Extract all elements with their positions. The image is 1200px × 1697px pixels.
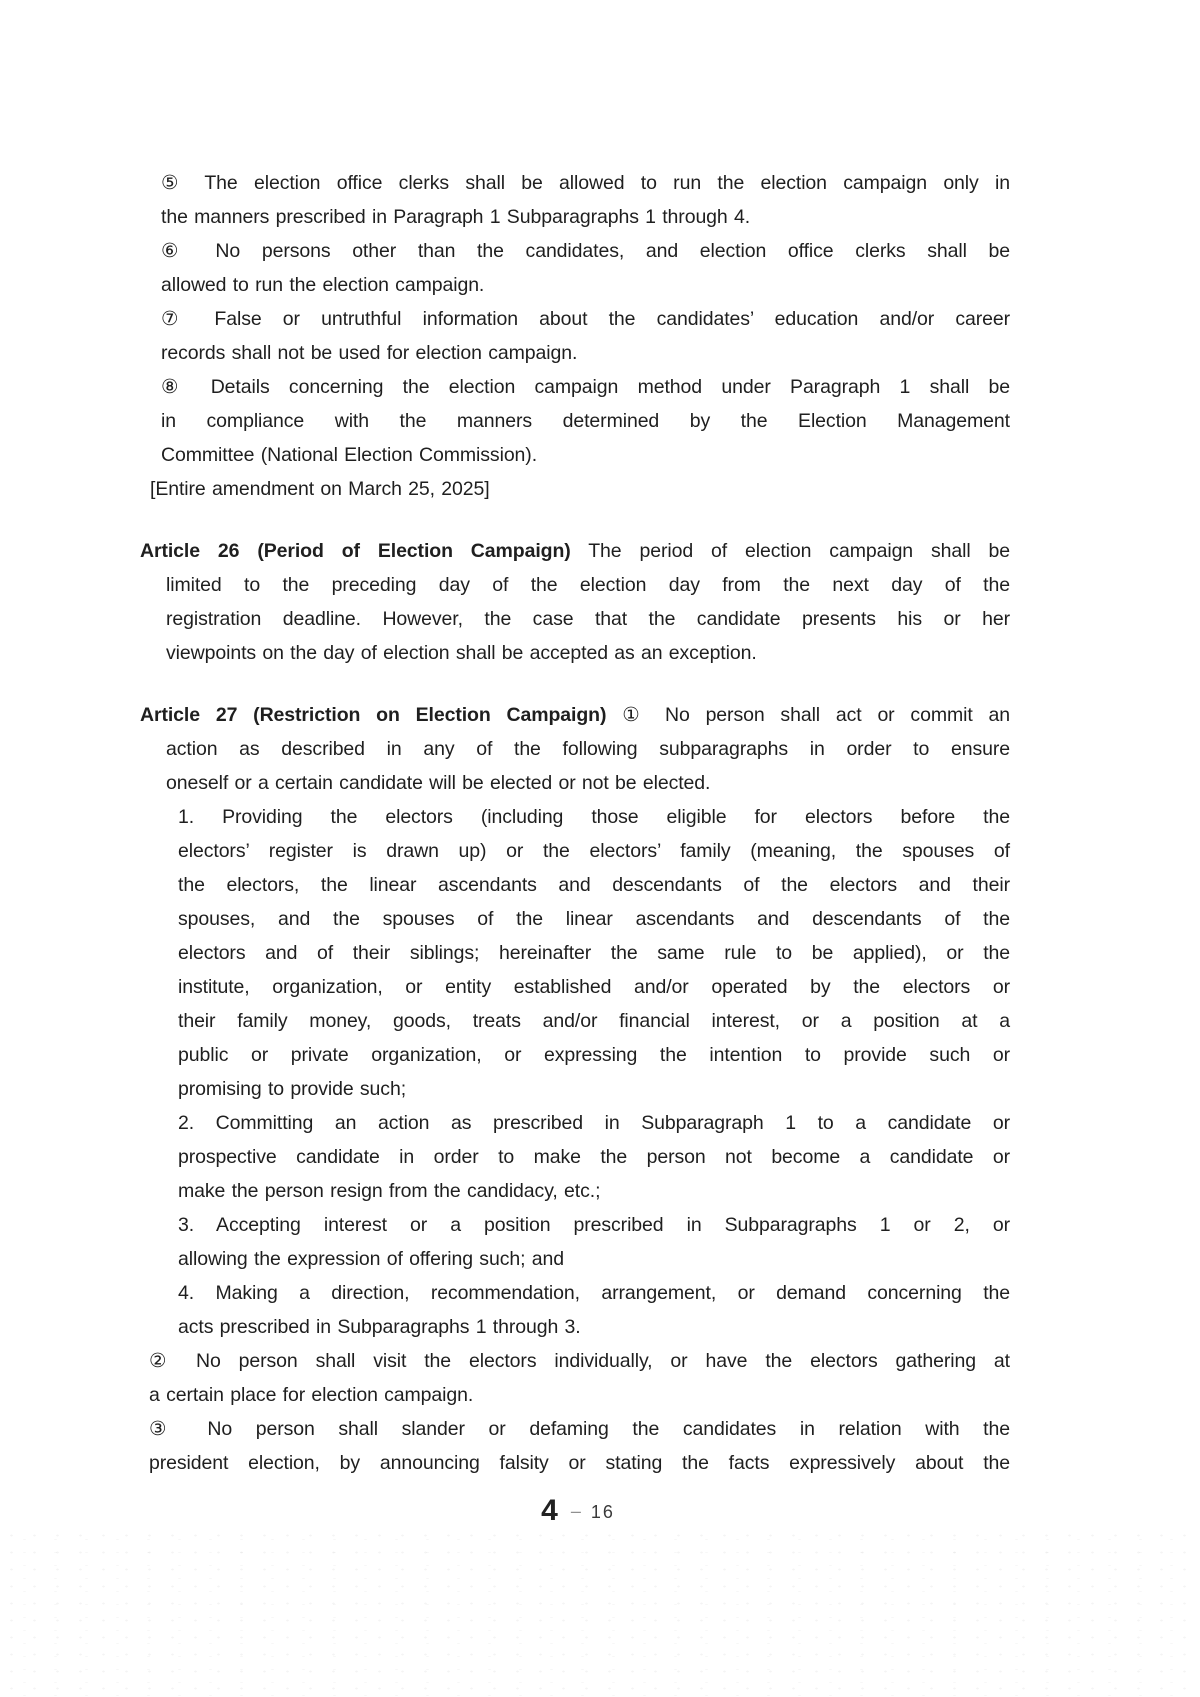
text-line: viewpoints on the day of election shall be accepted as an exception. [166,642,757,664]
subparagraph-4 [178,1276,1010,1344]
text-line: ⑥ No persons other than the candidates, and election office clerks shall be [161,240,1010,262]
text-line: 2. Committing an action as prescribed in Subparagraph 1 to a candidate or [178,1112,1010,1134]
text-line: make the person resign from the candidacy, etc.; [178,1180,601,1202]
page-footer [0,1494,1178,1528]
text-line: spouses, and the spouses of the linear ascendants and descendants of the [178,908,1010,930]
text-line: a certain place for election campaign. [149,1384,474,1406]
article-26 [140,534,1010,670]
paragraph-spacer [140,670,1010,698]
article-27-heading-rest: ① No person shall act or commit an [606,704,1010,726]
text-line: records shall not be used for election campaign. [161,342,578,364]
subparagraph-3 [178,1208,1010,1276]
text-line: oneself or a certain candidate will be elected or not be elected. [166,772,711,794]
text-line: the manners prescribed in Paragraph 1 Subparagraphs 1 through 4. [161,206,751,228]
article-27 [140,698,1010,800]
text-line [140,698,1010,732]
text-line: electors’ register is drawn up) or the electors’ family (meaning, the spouses of [178,840,1010,862]
text-line: the electors, the linear ascendants and descendants of the electors and their [178,874,1010,896]
text-line: president election, by announcing falsity or stating the facts expressively about the [149,1452,1010,1474]
text-line: ⑤ The election office clerks shall be allowed to run the election campaign only in [161,172,1010,194]
text-line: electors and of their siblings; hereinafter the same rule to be applied), or the [178,942,1010,964]
page-number-separator: – [570,1501,581,1521]
text-line: allowed to run the election campaign. [161,274,485,296]
paragraph-6 [161,234,1010,302]
amendment-note [150,472,1010,506]
text-line: ⑧ Details concerning the election campaign method under Paragraph 1 shall be [161,376,1010,398]
text-line [140,534,1010,568]
text-line: ② No person shall visit the electors individually, or have the electors gathering at [149,1350,1010,1372]
text-line: allowing the expression of offering such; and [178,1248,564,1270]
text-line: in compliance with the manners determined by the Election Management [161,410,1010,432]
subparagraph-1 [178,800,1010,1106]
paragraph-5 [161,166,1010,234]
text-line: 3. Accepting interest or a position prescribed in Subparagraphs 1 or 2, or [178,1214,1010,1236]
text-line: public or private organization, or expressing the intention to provide such or [178,1044,1010,1066]
text-line: [Entire amendment on March 25, 2025] [150,478,490,500]
page-number-current: 4 [541,1494,559,1527]
text-line: institute, organization, or entity established and/or operated by the electors or [178,976,1010,998]
text-line: action as described in any of the following subparagraphs in order to ensure [166,738,1010,760]
text-line: 1. Providing the electors (including those eligible for electors before the [178,806,1010,828]
article-27-heading: Article 27 (Restriction on Election Campaign) [140,704,607,726]
text-line: Committee (National Election Commission). [161,444,538,466]
text-line: 4. Making a direction, recommendation, arrangement, or demand concerning the [178,1282,1010,1304]
text-line: ③ No person shall slander or defaming the candidates in relation with the [149,1418,1010,1440]
text-line: prospective candidate in order to make the person not become a candidate or [178,1146,1010,1168]
paragraph-spacer [140,506,1010,534]
paragraph-3 [149,1412,1010,1480]
text-line: limited to the preceding day of the election day from the next day of the [166,574,1010,596]
text-line: their family money, goods, treats and/or financial interest, or a position at a [178,1010,1010,1032]
paragraph-8 [161,370,1010,472]
text-line: promising to provide such; [178,1078,407,1100]
page-number-total: 16 [590,1502,615,1522]
text-line: ⑦ False or untruthful information about the candidates’ education and/or career [161,308,1010,330]
article-26-heading-rest: The period of election campaign shall be [570,540,1010,562]
subparagraph-2 [178,1106,1010,1208]
document-body [140,166,1010,1480]
text-line: registration deadline. However, the case that the candidate presents his or her [166,608,1010,630]
scan-noise-artifact [0,1527,1200,1697]
paragraph-7 [161,302,1010,370]
paragraph-2 [149,1344,1010,1412]
article-26-heading: Article 26 (Period of Election Campaign) [140,540,571,562]
text-line: acts prescribed in Subparagraphs 1 through 3. [178,1316,581,1338]
